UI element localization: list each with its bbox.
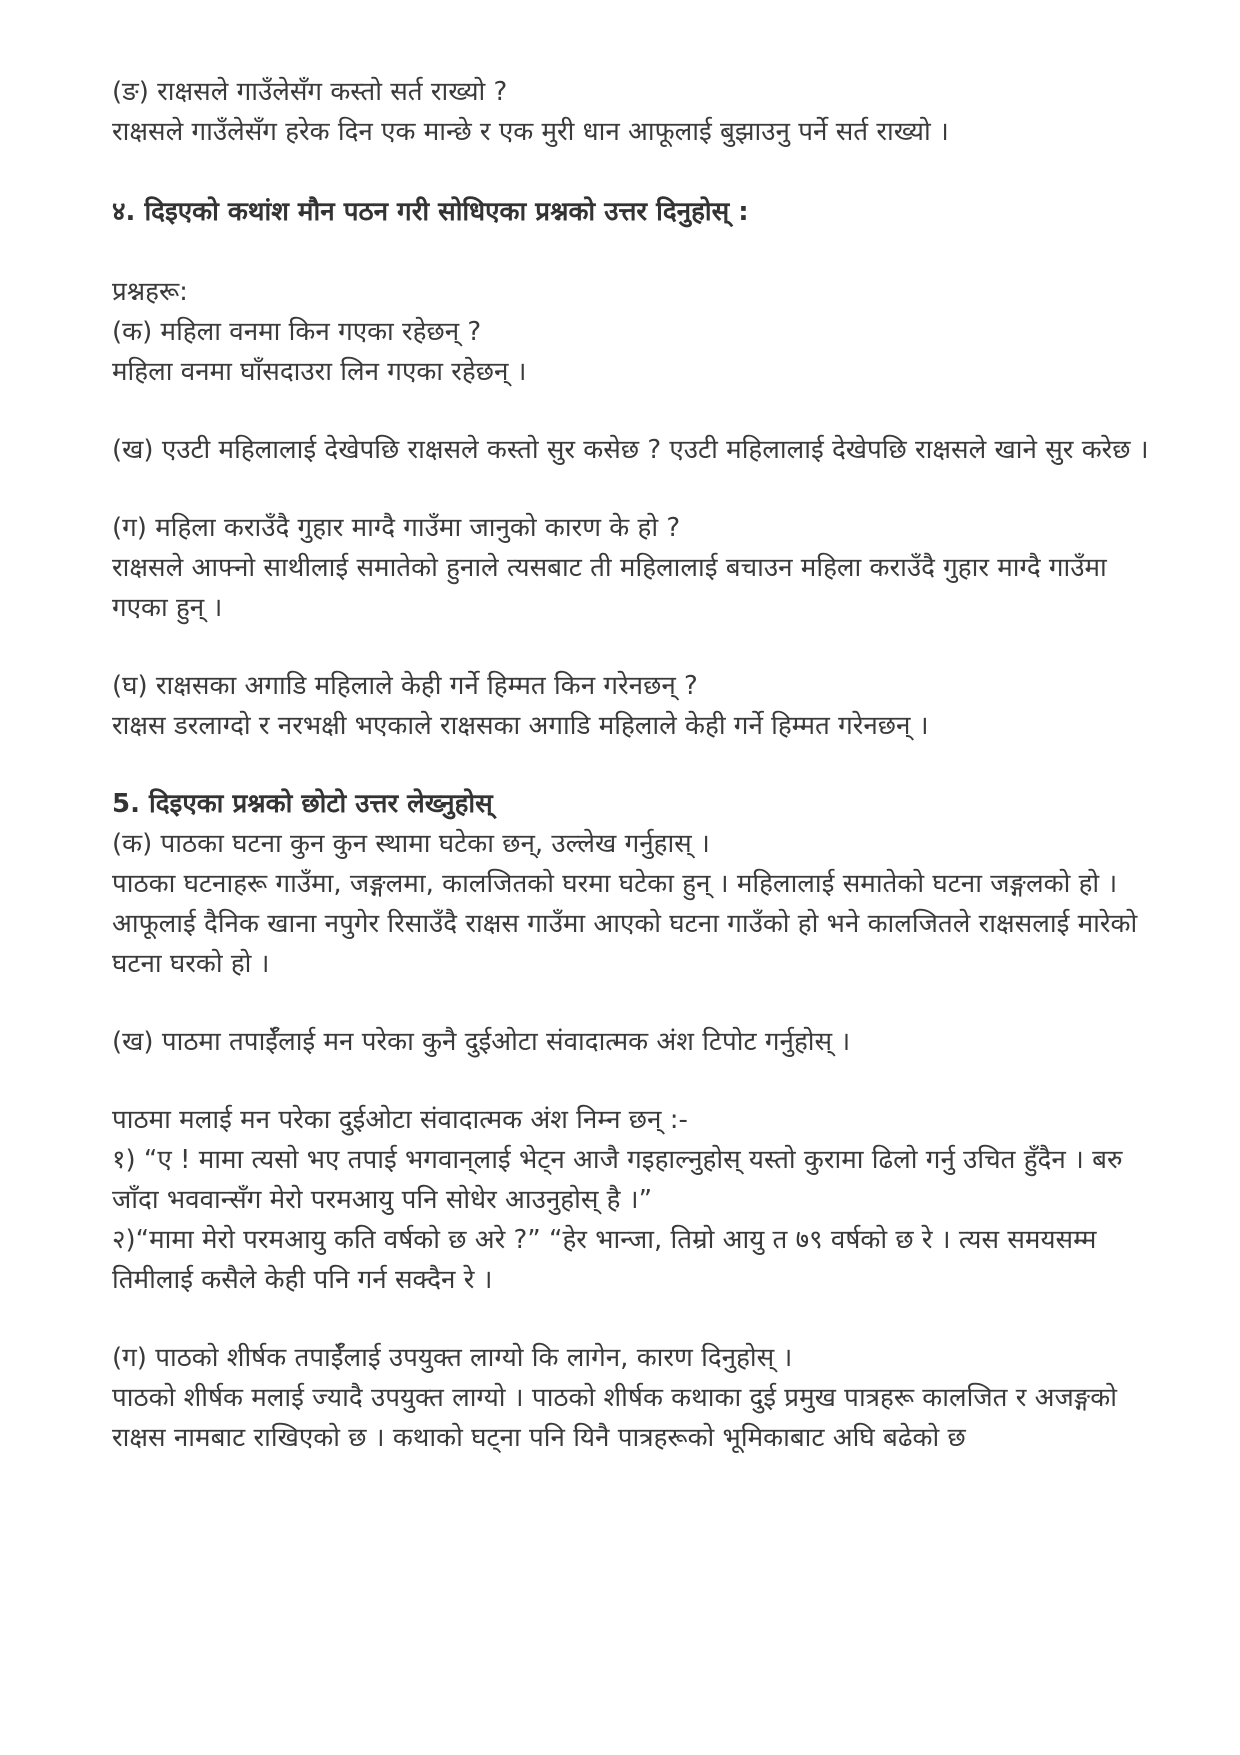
s5-question-ka: (क) पाठका घटना कुन कुन स्थामा घटेका छन्, उल्लेख गर्नुहास् ।	[112, 829, 710, 859]
question-nga: (ङ) राक्षसले गाउँलेसँग कस्तो सर्त राख्यो ?	[112, 77, 508, 107]
answer-nga: राक्षसले गाउँलेसँग हरेक दिन एक मान्छे र एक मुरी धान आफूलाई बुझाउनु पर्ने सर्त राख्यो ।	[112, 117, 949, 147]
s5-answer-ga: पाठको शीर्षक मलाई ज्यादै उपयुक्त लाग्यो । पाठको शीर्षक कथाका दुई प्रमुख पात्रहरू कालजित र अजङ्गको राक्षस नामबाट राखिएको छ । कथाको घट्ना पनि यिनै पात्रहरूको भूमिकाबाट अघि बढेको छ	[112, 1383, 1117, 1453]
s5-question-ga: (ग) पाठको शीर्षक तपाईँलाई उपयुक्त लाग्यो कि लागेन, कारण दिनुहोस् ।	[112, 1343, 793, 1373]
question-ka: (क) महिला वनमा किन गएका रहेछन् ?	[112, 317, 482, 347]
s5-dialogue-2: २)“मामा मेरो परमआयु कति वर्षको छ अरे ?” “हेर भान्जा, तिम्रो आयु त ७९ वर्षको छ रे । त्यस समयसम्म तिमीलाई कसैले केही पनि गर्न सक्दैन रे ।	[112, 1225, 1097, 1295]
document-page	[112, 72, 1152, 1458]
answer-gha: राक्षस डरलाग्दो र नरभक्षी भएकाले राक्षसका अगाडि महिलाले केही गर्ने हिम्मत गरेनछन् ।	[112, 711, 929, 741]
section-5-heading: 5. दिइएका प्रश्नको छोटो उत्तर लेख्नुहोस्	[112, 789, 493, 819]
answer-ka: महिला वनमा घाँसदाउरा लिन गएका रहेछन् ।	[112, 357, 527, 387]
answer-ga: राक्षसले आफ्नो साथीलाई समातेको हुनाले त्यसबाट ती महिलालाई बचाउन महिला कराउँदै गुहार माग्दै गाउँमा गएका हुन् ।	[112, 553, 1107, 623]
s5-dialogue-1: १) “ए ! मामा त्यसो भए तपाई भगवान्‌लाई भेट्न आजै गइहाल्नुहोस् यस्तो कुरामा ढिलो गर्नु उचित हुँदैन । बरु जाँदा भववान्सँग मेरो परमआयु पनि सोधेर आउनुहोस् है ।”	[112, 1145, 1123, 1215]
questions-label: प्रश्नहरू:	[112, 277, 188, 307]
s5-answer-ka: पाठका घटनाहरू गाउँमा, जङ्गलमा, कालजितको घरमा घटेका हुन् । महिलालाई समातेको घटना जङ्गलको हो । आफूलाई दैनिक खाना नपुगेर रिसाउँदै राक्षस गाउँमा आएको घटना गाउँको हो भने कालजितले राक्षसलाई मारेको घटना घरको हो ।	[112, 869, 1138, 979]
s5-question-kha: (ख) पाठमा तपाईँलाई मन परेका कुनै दुईओटा संवादात्मक अंश टिपोट गर्नुहोस् ।	[112, 1027, 851, 1057]
question-gha: (घ) राक्षसका अगाडि महिलाले केही गर्ने हिम्मत किन गरेनछन् ?	[112, 671, 698, 701]
question-answer-kha: (ख) एउटी महिलालाई देखेपछि राक्षसले कस्तो सुर कसेछ ? एउटी महिलालाई देखेपछि राक्षसले खाने सुर करेछ ।	[112, 435, 1149, 465]
question-ga: (ग) महिला कराउँदै गुहार माग्दै गाउँमा जानुको कारण के हो ?	[112, 513, 681, 543]
section-4-heading: ४. दिइएको कथांश मौन पठन गरी सोधिएका प्रश्नको उत्तर दिनुहोस् :	[112, 197, 749, 227]
s5-answer-kha-intro: पाठमा मलाई मन परेका दुईओटा संवादात्मक अंश निम्न छन् :-	[112, 1105, 688, 1135]
